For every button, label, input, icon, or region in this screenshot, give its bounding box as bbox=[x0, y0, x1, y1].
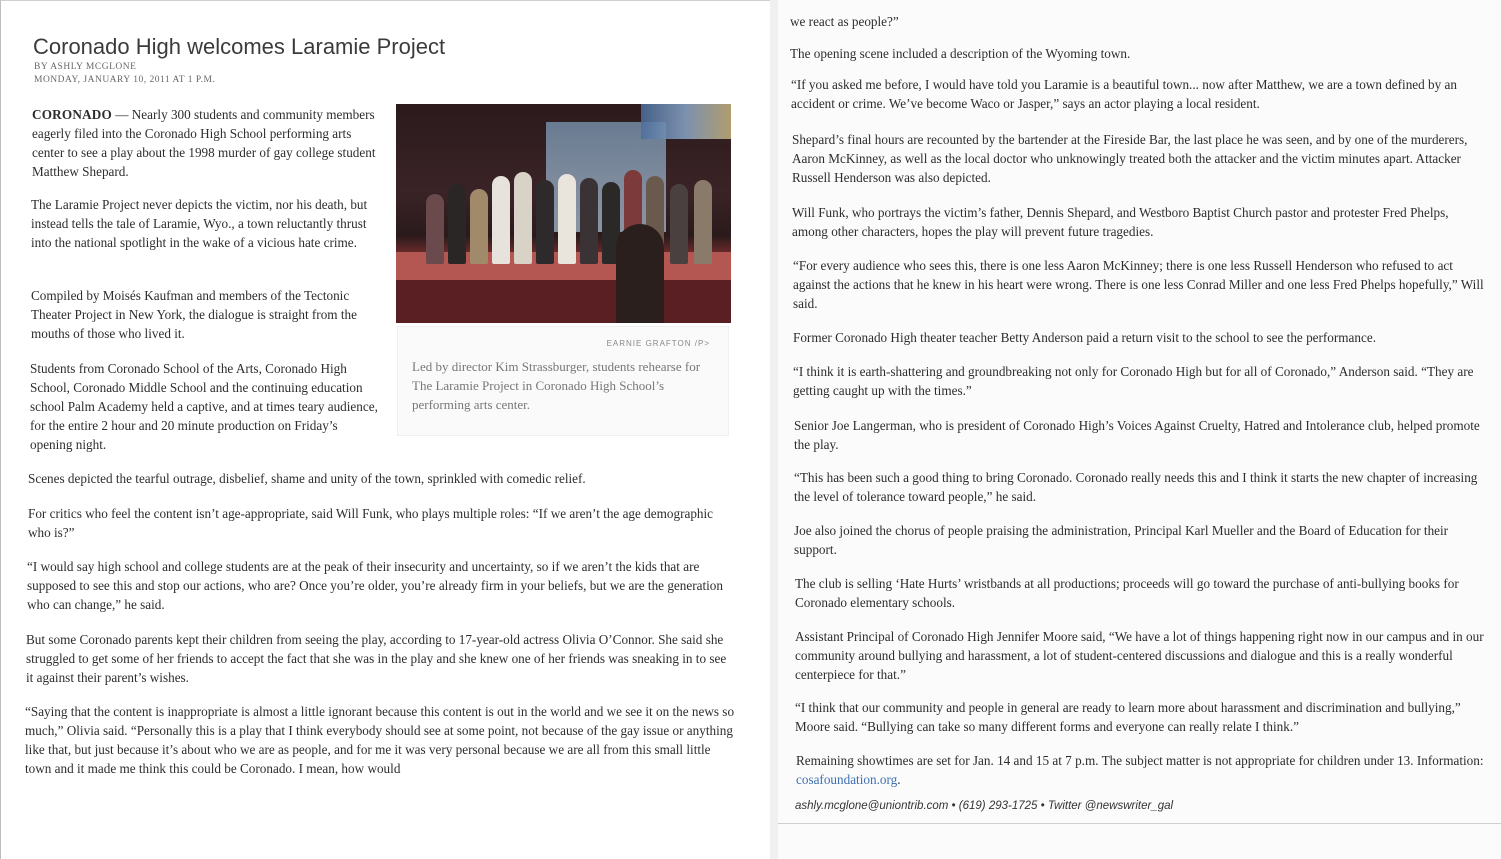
article-photo bbox=[396, 104, 731, 323]
paragraph-r10: Joe also joined the chorus of people praising the administration, Principal Karl Mueller and the Board of Education for their support. bbox=[794, 523, 1449, 557]
paragraph-9: “Saying that the content is inappropriate is almost a little ignorant because this content is out in the world and we see it on the news so much,” Olivia said. “Personally this is a play that I think everybody should see at some point, not because of the gay issue or anything like that, but just because it’s about who we are as people, and for me it was very personal because we are all from this small little town and it made me think this could be Coronado. I mean, how would bbox=[25, 704, 735, 776]
photo-banner bbox=[641, 104, 731, 139]
photo-audience-member bbox=[616, 224, 664, 323]
paragraph-7: “I would say high school and college students are at the peak of their insecurity and uncertainty, so if we aren’t the kids that are supposed to see this and stop our actions, who are? Once you’re older, you’re already firm in your beliefs, but we are the generation who can change,” he said. bbox=[27, 559, 723, 612]
photo-credit: EARNIE GRAFTON /P> bbox=[606, 339, 710, 348]
paragraph-3: Compiled by Moisés Kaufman and members of the Tectonic Theater Project in New York, the dialogue is straight from the mouths of those who lived it. bbox=[31, 288, 357, 341]
paragraph-r14 bbox=[796, 751, 1496, 789]
byline: BY ASHLY MCGLONE bbox=[34, 62, 137, 72]
paragraph-r13: “I think that our community and people in general are ready to learn more about harassment and discrimination and bullying,” Moore said. “Bullying can take so many different forms and everyone can really relate I think.” bbox=[795, 700, 1461, 734]
paragraph-5: Scenes depicted the tearful outrage, disbelief, shame and unity of the town, sprinkled with comedic relief. bbox=[28, 471, 586, 486]
paragraph-r9: “This has been such a good thing to bring Coronado. Coronado really needs this and I think it starts the new chapter of increasing the level of tolerance toward people,” he said. bbox=[794, 470, 1478, 504]
showtimes-end: . bbox=[897, 772, 901, 787]
paragraph-r11: The club is selling ‘Hate Hurts’ wristbands at all productions; proceeds will go toward the purchase of anti-bullying books for Coronado elementary schools. bbox=[795, 576, 1459, 610]
paragraph-r1: The opening scene included a description of the Wyoming town. bbox=[790, 46, 1131, 61]
footer-rule bbox=[778, 823, 1501, 824]
article-page-right bbox=[778, 0, 1501, 859]
info-link[interactable]: cosafoundation.org bbox=[796, 772, 898, 787]
paragraph-r7: “I think it is earth-shattering and groundbreaking not only for Coronado High but for all of Coronado,” Anderson said. “They are getting caught up with the times.” bbox=[793, 364, 1474, 398]
photo-caption-box bbox=[397, 326, 729, 436]
photo-cast bbox=[426, 144, 731, 264]
paragraph-8: But some Coronado parents kept their children from seeing the play, according to 17-year-old actress Olivia O’Connor. She said she struggled to get some of her friends to accept the fact that she was in the play and she knew one of her friends was sneaking in to see it against their parent’s wishes. bbox=[26, 632, 727, 685]
paragraph-2: The Laramie Project never depicts the victim, nor his death, but instead tells the tale of Laramie, Wyo., a town reluctantly thrust into the national spotlight in the wake of a vicious hate crime. bbox=[31, 197, 368, 250]
page-gutter bbox=[770, 0, 778, 859]
paragraph-r2: “If you asked me before, I would have told you Laramie is a beautiful town... now after Matthew, we are a town defined by an accident or crime. We’ve become Waco or Jasper,” says an actor playing a local resident. bbox=[791, 77, 1457, 111]
paragraph-r5: “For every audience who sees this, there is one less Aaron McKinney; there is one less Russell Henderson who refused to act against the actions that he knew in his heart were wrong. There is one less Conrad Miller and one less Fred Phelps hopefully,” Will said. bbox=[793, 258, 1484, 311]
photo-caption: Led by director Kim Strassburger, students rehearse for The Laramie Project in Coronado High School’s performing arts center. bbox=[412, 359, 701, 412]
paragraph-r8: Senior Joe Langerman, who is president of Coronado High’s Voices Against Cruelty, Hatred and Intolerance club, helped promote the play. bbox=[794, 418, 1480, 452]
lead-dateline: CORONADO bbox=[32, 107, 112, 122]
paragraph-4: Students from Coronado School of the Arts, Coronado High School, Coronado Middle School and the continuing education school Palm Academy held a captive, and at times teary audience, for the entire 2 hour and 20 minute production on Friday’s opening night. bbox=[30, 361, 378, 452]
paragraph-6: For critics who feel the content isn’t age-appropriate, said Will Funk, who plays multiple roles: “If we aren’t the age demographic who is?” bbox=[28, 506, 714, 540]
paragraph-r3: Shepard’s final hours are recounted by the bartender at the Fireside Bar, the last place he was seen, and by one of the murderers, Aaron McKinney, as well as the local doctor who unknowingly treated both the attacker and the victim minutes apart. Attacker Russell Henderson was also depicted. bbox=[792, 132, 1468, 185]
paragraph-r6: Former Coronado High theater teacher Betty Anderson paid a return visit to the school to see the performance. bbox=[793, 330, 1376, 345]
paragraph-lead bbox=[32, 105, 382, 181]
paragraph-continued: we react as people?” bbox=[790, 14, 899, 29]
headline: Coronado High welcomes Laramie Project bbox=[33, 34, 446, 59]
paragraph-1-text: — Nearly 300 students and community members eagerly filed into the Coronado High School performing arts center to see a play about the 1998 murder of gay college student Matthew Shepard. bbox=[32, 107, 376, 179]
dateline: MONDAY, JANUARY 10, 2011 AT 1 P.M. bbox=[34, 75, 216, 85]
showtimes-text: Remaining showtimes are set for Jan. 14 and 15 at 7 p.m. The subject matter is not appropriate for children under 13. Information: bbox=[796, 753, 1484, 768]
paragraph-r4: Will Funk, who portrays the victim’s father, Dennis Shepard, and Westboro Baptist Church pastor and protester Fred Phelps, among other characters, hopes the play will prevent future tragedies. bbox=[792, 205, 1449, 239]
photo-stage-front bbox=[396, 280, 731, 323]
paragraph-r12: Assistant Principal of Coronado High Jennifer Moore said, “We have a lot of things happening right now in our campus and in our community around bullying and harassment, a lot of student-centered discussions and dialogue and this is a really wonderful centerpiece for that.” bbox=[795, 629, 1484, 682]
author-contact: ashly.mcglone@uniontrib.com • (619) 293-1725 • Twitter @newswriter_gal bbox=[795, 800, 1174, 812]
